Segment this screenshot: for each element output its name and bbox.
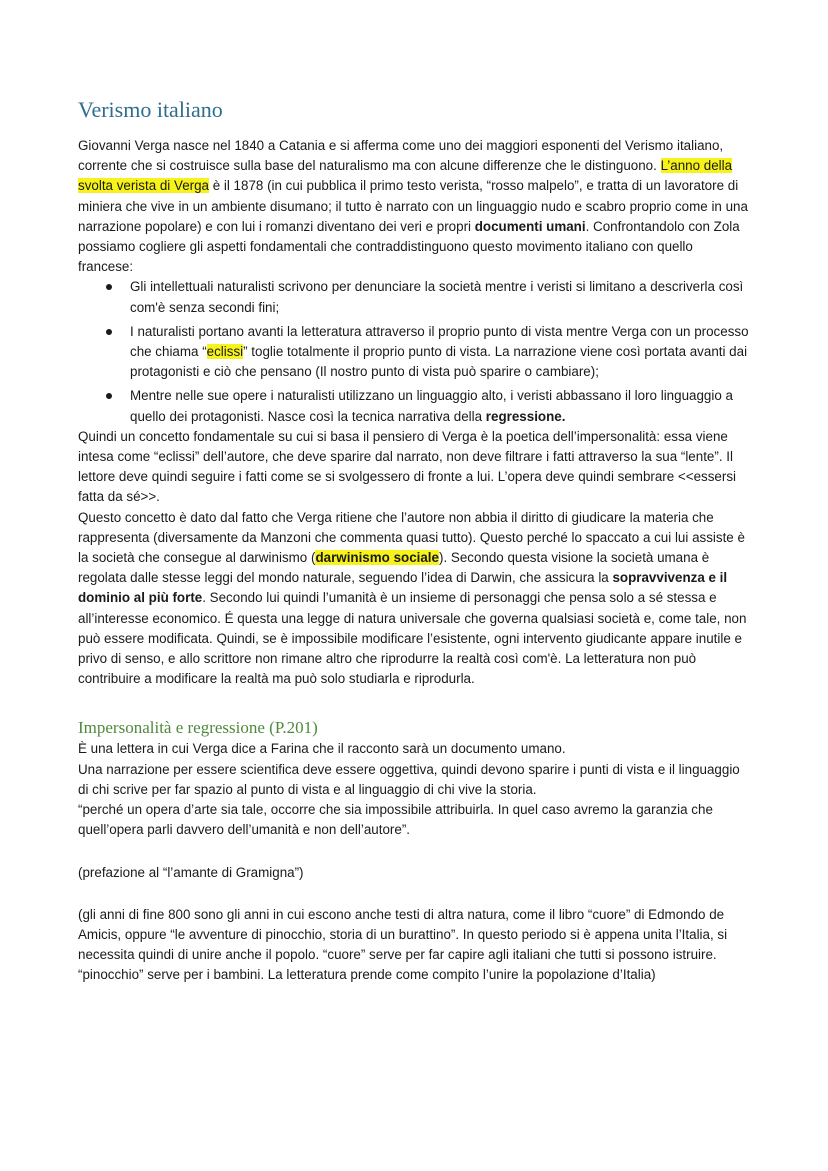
list-item-text: Mentre nelle sue opere i naturalisti utilizzano un linguaggio alto, i veristi abbassano il loro linguaggio a quello dei protagonisti. Nasce così la tecnica narrativa della	[130, 388, 733, 424]
list-item-text: Gli intellettuali naturalisti scrivono per denunciare la società mentre i veristi si limitano a descriverla così com'è senza secondi fini;	[130, 279, 744, 315]
impersonality-paragraph: Quindi un concetto fondamentale su cui si basa il pensiero di Verga è la poetica dell’impersonalità: essa viene intesa come “eclissi” dell’autore, che deve sparire dal narrato, non deve filtrare i fatti attraverso la sua “lente”. Il lettore deve quindi seguire i fatti come se si svolgessero di fronte a lui. L’opera deve quindi sembrare <<essersi fatta da sé>>.	[78, 428, 736, 505]
comparison-list	[78, 277, 750, 426]
darwinism-paragraph	[78, 508, 750, 690]
narration-paragraph: Una narrazione per essere scientifica deve essere oggettiva, quindi devono sparire i punti di vista e il linguaggio di chi scrive per far spazio al punto di vista e al linguaggio di chi vive la storia.	[78, 761, 740, 797]
list-item	[130, 277, 750, 317]
list-item	[130, 386, 750, 426]
highlight-eclissi: eclissi	[206, 344, 244, 360]
context-note: (gli anni di fine 800 sono gli anni in cui escono anche testi di altra natura, come il libro “cuore” di Edmondo de Amicis, oppure “le avventure di pinocchio, storia di un burattino”. In questo periodo si è appena unita l’Italia, si necessita quindi di unire anche il popolo. “cuore” serve per far capire agli italiani che tutti si possono istruire. “pinocchio” serve per i bambini. La letteratura prende come compito l’unire la popolazione d’Italia)	[78, 906, 728, 983]
bold-documenti-umani: documenti umani	[474, 218, 586, 234]
intro-text-1: Giovanni Verga nasce nel 1840 a Catania e si afferma come uno dei maggiori esponenti del Verismo italiano, corrente che si costruisce sulla base del naturalismo ma con alcune differenze che le distinguono.	[78, 138, 724, 174]
document-page	[78, 96, 750, 986]
intro-text-2: è il 1878 (in cui pubblica il primo testo verista, “rosso malpelo”, e tratta di un lavoratore di miniera che vive in un ambiente disumano; il tutto è narrato con un linguaggio nudo e scabro proprio come in una narrazione popolare) e con lui i romanzi diventano dei veri e propri	[78, 178, 748, 234]
preface-note: (prefazione al “l’amante di Gramigna”)	[78, 864, 304, 880]
page-title: Verismo italiano	[78, 97, 223, 122]
bold-sopravvivenza: sopravvivenza e il dominio al più forte	[78, 570, 728, 606]
paragraph-text: Questo concetto è dato dal fatto che Verga ritiene che l’autore non abbia il diritto di giudicare la materia che rappresenta (diversamente da Manzoni che commenta quasi tutto). Questo perché lo spaccato a cui lui assiste è la società che consegue al darwinismo (	[78, 509, 745, 566]
highlight-darwinismo-sociale: darwinismo sociale	[315, 550, 439, 566]
list-item-text: I naturalisti portano avanti la letteratura attraverso il proprio punto di vista mentre Verga con un processo che chiama “	[130, 323, 749, 360]
section-subtitle: Impersonalità e regressione (P.201)	[78, 718, 318, 738]
bold-regressione: regressione.	[485, 408, 566, 424]
list-item-text: ” toglie totalmente il proprio punto di vista. La narrazione viene così portata avanti dai protagonisti e ciò che pensano (Il nostro punto di vista può sparire o cambiare);	[130, 344, 748, 380]
intro-paragraph	[78, 136, 750, 277]
letter-paragraph: È una lettera in cui Verga dice a Farina che il racconto sarà un documento umano.	[78, 741, 566, 757]
quote-paragraph: “perché un opera d’arte sia tale, occorre che sia impossibile attribuirla. In quel caso avremo la garanzia che quell’opera parli davvero dell’umanità e non dell’autore”.	[78, 802, 713, 838]
highlight-svolta: L’anno della svolta verista di Verga	[78, 158, 733, 194]
paragraph-text: ). Secondo questa visione la società umana è regolata dalle stesse leggi del mondo naturale, seguendo l’idea di Darwin, che assicura la	[78, 550, 710, 586]
paragraph-text: . Secondo lui quindi l’umanità è un insieme di personaggi che pensa solo a sé stessa e all’interesse economico. É questa una legge di natura universale che governa qualsiasi società e, come tale, non può essere modificata. Quindi, se è impossibile modificare l’esistente, ogni intervento giudicante appare inutile e privo di senso, e allo scrittore non rimane altro che riprodurre la realtà così com'è. La letteratura non può contribuire a modificare la realtà ma può solo studiarla e riprodurla.	[78, 590, 747, 687]
list-item	[130, 322, 750, 383]
intro-text-3: . Confrontandolo con Zola possiamo cogliere gli aspetti fondamentali che contraddistinguono questo movimento italiano con quello francese:	[78, 218, 740, 275]
